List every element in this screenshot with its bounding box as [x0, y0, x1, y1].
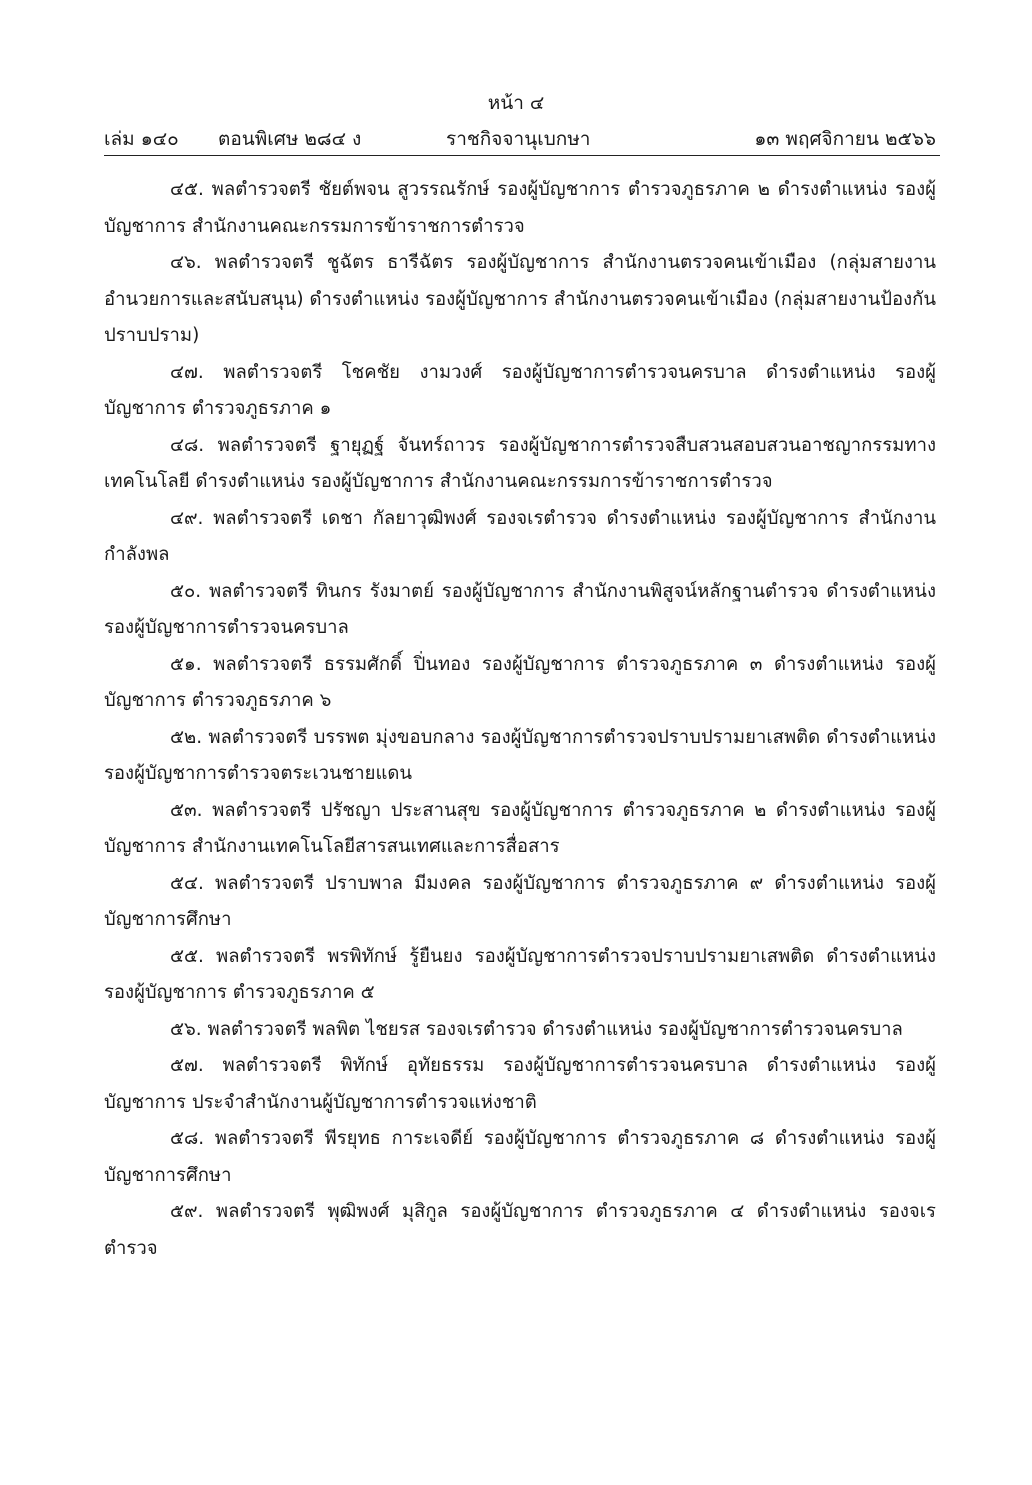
publication-date: ๑๓ พฤศจิกายน ๒๕๖๖: [754, 128, 936, 150]
appointment-entry-52: ๕๒. พลตำรวจตรี บรรพต มุ่งขอบกลาง รองผู้บัญชาการตำรวจปราบปรามยาเสพติด ดำรงตำแหน่ง รองผู้บัญชาการตำรวจตระเวนชายแดน: [104, 726, 936, 784]
appointment-entry-55: ๕๕. พลตำรวจตรี พรพิทักษ์ รู้ยืนยง รองผู้บัญชาการตำรวจปราบปรามยาเสพติด ดำรงตำแหน่ง รองผู้บัญชาการ ตำรวจภูธรภาค ๕: [104, 945, 936, 1003]
appointment-entry-46: ๔๖. พลตำรวจตรี ชูฉัตร ธารีฉัตร รองผู้บัญชาการ สำนักงานตรวจคนเข้าเมือง (กลุ่มสายงานอำนวยการและสนับสนุน) ดำรงตำแหน่ง รองผู้บัญชาการ สำนักงานตรวจคนเข้าเมือง (กลุ่มสายงานป้องกันปราบปราม): [104, 252, 936, 346]
header-divider: [104, 155, 940, 156]
appointment-entry-53: ๕๓. พลตำรวจตรี ปรัชญา ประสานสุข รองผู้บัญชาการ ตำรวจภูธรภาค ๒ ดำรงตำแหน่ง รองผู้บัญชาการ สำนักงานเทคโนโลยีสารสนเทศและการสื่อสาร: [104, 799, 936, 857]
appointment-entry-45: ๔๕. พลตำรวจตรี ชัยต์พจน สูวรรณรักษ์ รองผู้บัญชาการ ตำรวจภูธรภาค ๒ ดำรงตำแหน่ง รองผู้บัญชาการ สำนักงานคณะกรรมการข้าราชการตำรวจ: [104, 179, 936, 237]
appointment-list: [104, 172, 936, 1267]
appointment-entry-51: ๕๑. พลตำรวจตรี ธรรมศักดิ์ ปิ่นทอง รองผู้บัญชาการ ตำรวจภูธรภาค ๓ ดำรงตำแหน่ง รองผู้บัญชาการ ตำรวจภูธรภาค ๖: [104, 653, 936, 711]
gazette-header: [104, 124, 936, 152]
appointment-entry-58: ๕๘. พลตำรวจตรี พีรยุทธ การะเจดีย์ รองผู้บัญชาการ ตำรวจภูธรภาค ๘ ดำรงตำแหน่ง รองผู้บัญชาการศึกษา: [104, 1128, 936, 1186]
appointment-entry-57: ๕๗. พลตำรวจตรี พิทักษ์ อุทัยธรรม รองผู้บัญชาการตำรวจนครบาล ดำรงตำแหน่ง รองผู้บัญชาการ ประจำสำนักงานผู้บัญชาการตำรวจแห่งชาติ: [104, 1055, 936, 1113]
page-number: หน้า ๔: [487, 92, 545, 114]
appointment-entry-50: ๕๐. พลตำรวจตรี ทินกร รังมาตย์ รองผู้บัญชาการ สำนักงานพิสูจน์หลักฐานตำรวจ ดำรงตำแหน่ง รองผู้บัญชาการตำรวจนครบาล: [104, 580, 936, 638]
appointment-entry-47: ๔๗. พลตำรวจตรี โชคชัย งามวงศ์ รองผู้บัญชาการตำรวจนครบาล ดำรงตำแหน่ง รองผู้บัญชาการ ตำรวจภูธรภาค ๑: [104, 361, 936, 419]
appointment-entry-59: ๕๙. พลตำรวจตรี พุฒิพงศ์ มุสิกูล รองผู้บัญชาการ ตำรวจภูธรภาค ๔ ดำรงตำแหน่ง รองจเรตำรวจ: [104, 1201, 936, 1259]
volume-label: เล่ม ๑๔๐: [104, 128, 179, 150]
issue-label: ตอนพิเศษ ๒๘๔ ง: [218, 128, 362, 150]
appointment-entry-56: ๕๖. พลตำรวจตรี พลพิต ไชยรส รองจเรตำรวจ ดำรงตำแหน่ง รองผู้บัญชาการตำรวจนครบาล: [170, 1018, 903, 1040]
gazette-name: ราชกิจจานุเบกษา: [446, 128, 591, 150]
appointment-entry-49: ๔๙. พลตำรวจตรี เดชา กัลยาวุฒิพงศ์ รองจเรตำรวจ ดำรงตำแหน่ง รองผู้บัญชาการ สำนักงานกำลังพล: [104, 507, 936, 565]
appointment-entry-48: ๔๘. พลตำรวจตรี ฐายุฏฐ์ จันทร์ถาวร รองผู้บัญชาการตำรวจสืบสวนสอบสวนอาชญากรรมทางเทคโนโลยี ดำรงตำแหน่ง รองผู้บัญชาการ สำนักงานคณะกรรมการข้าราชการตำรวจ: [104, 434, 936, 492]
appointment-entry-54: ๕๔. พลตำรวจตรี ปราบพาล มีมงคล รองผู้บัญชาการ ตำรวจภูธรภาค ๙ ดำรงตำแหน่ง รองผู้บัญชาการศึกษา: [104, 872, 936, 930]
